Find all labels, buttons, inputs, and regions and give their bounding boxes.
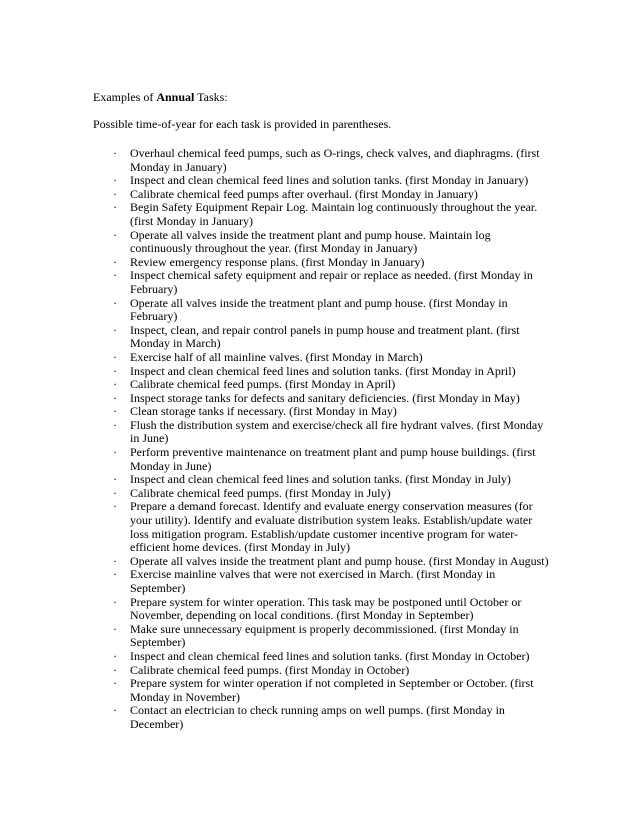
heading-suffix: Tasks: (194, 90, 228, 104)
task-text: Operate all valves inside the treatment plant and pump house. Maintain log continuously throughout the year. (first Monday in January) (130, 227, 491, 256)
task-item (93, 500, 553, 554)
task-text: Inspect chemical safety equipment and repair or replace as needed. (first Monday in February) (130, 268, 533, 296)
task-text: Inspect, clean, and repair control panels in pump house and treatment plant. (first Monday in March) (130, 322, 520, 351)
task-text: Perform preventive maintenance on treatment plant and pump house buildings. (first Monday in June) (130, 445, 536, 473)
task-text: Calibrate chemical feed pumps after overhaul. (first Monday in January) (130, 186, 478, 201)
task-text: Clean storage tanks if necessary. (first Monday in May) (130, 404, 397, 419)
task-item (93, 473, 553, 487)
task-item (93, 487, 553, 501)
task-item (93, 174, 553, 188)
task-item (93, 664, 553, 678)
bullet-dot-icon: · (113, 417, 117, 432)
task-text: Begin Safety Equipment Repair Log. Maintain log continuously throughout the year. (first Monday in January) (130, 200, 538, 228)
task-item (93, 392, 553, 406)
task-text: Calibrate chemical feed pumps. (first Monday in July) (130, 485, 391, 500)
bullet-dot-icon: · (113, 200, 117, 215)
bullet-dot-icon: · (113, 404, 117, 419)
bullet-dot-icon: · (113, 676, 117, 691)
task-item (93, 147, 553, 174)
heading-emphasis: Annual (156, 90, 195, 104)
bullet-dot-icon: · (113, 322, 117, 337)
bullet-dot-icon: · (113, 553, 117, 568)
task-text: Inspect storage tanks for defects and sanitary deficiencies. (first Monday in May) (130, 390, 520, 405)
task-item (93, 677, 553, 704)
bullet-dot-icon: · (113, 703, 117, 718)
task-item (93, 365, 553, 379)
bullet-dot-icon: · (113, 445, 117, 460)
task-item (93, 568, 553, 595)
task-text: Contact an electrician to check running amps on well pumps. (first Monday in December) (130, 703, 505, 731)
page-subheading: Possible time-of-year for each task is provided in parentheses. (93, 117, 392, 131)
task-text: Inspect and clean chemical feed lines and solution tanks. (first Monday in April) (130, 363, 516, 378)
page-heading (93, 91, 553, 105)
task-item (93, 623, 553, 650)
task-text: Prepare system for winter operation. This task may be postponed until October or November, depending on local conditions. (first Monday in September) (130, 594, 522, 623)
task-text: Review emergency response plans. (first Monday in January) (130, 254, 425, 269)
task-text: Inspect and clean chemical feed lines and solution tanks. (first Monday in October) (130, 648, 530, 663)
bullet-dot-icon: · (113, 377, 117, 392)
task-item (93, 297, 553, 324)
task-item (93, 555, 553, 569)
task-item (93, 419, 553, 446)
bullet-dot-icon: · (113, 594, 117, 609)
bullet-dot-icon: · (113, 254, 117, 269)
bullet-dot-icon: · (113, 472, 117, 487)
bullet-dot-icon: · (113, 173, 117, 188)
bullet-dot-icon: · (113, 295, 117, 310)
bullet-dot-icon: · (113, 485, 117, 500)
bullet-dot-icon: · (113, 499, 117, 514)
task-text: Overhaul chemical feed pumps, such as O-rings, check valves, and diaphragms. (first Monday in January) (130, 146, 540, 174)
task-item (93, 378, 553, 392)
bullet-dot-icon: · (113, 567, 117, 582)
task-item (93, 650, 553, 664)
bullet-dot-icon: · (113, 146, 117, 160)
task-text: Prepare a demand forecast. Identify and evaluate energy conservation measures (for your utility). Identify and evaluate distribution system leaks. Establish/update water loss mitigation program. Establish/update customer incentive program for water-efficient home devices. (first Monday in July) (130, 499, 533, 555)
task-text: Operate all valves inside the treatment plant and pump house. (first Monday in February) (130, 295, 508, 324)
task-item (93, 405, 553, 419)
task-item (93, 324, 553, 351)
task-item (93, 269, 553, 296)
bullet-dot-icon: · (113, 662, 117, 677)
task-item (93, 351, 553, 365)
bullet-dot-icon: · (113, 363, 117, 378)
task-text: Inspect and clean chemical feed lines and solution tanks. (first Monday in January) (130, 173, 529, 188)
task-text: Calibrate chemical feed pumps. (first Monday in April) (130, 377, 396, 392)
bullet-dot-icon: · (113, 390, 117, 405)
task-text: Prepare system for winter operation if not completed in September or October. (first Monday in November) (130, 676, 534, 704)
task-list (93, 147, 553, 732)
task-item (93, 704, 553, 731)
task-item (93, 188, 553, 202)
task-item (93, 596, 553, 623)
task-item (93, 256, 553, 270)
bullet-dot-icon: · (113, 621, 117, 636)
document-page (93, 91, 553, 732)
task-text: Exercise half of all mainline valves. (first Monday in March) (130, 349, 423, 364)
task-text: Operate all valves inside the treatment plant and pump house. (first Monday in August) (130, 553, 549, 568)
bullet-dot-icon: · (113, 227, 117, 242)
task-text: Flush the distribution system and exercise/check all fire hydrant valves. (first Monday in June) (130, 417, 544, 446)
task-item (93, 446, 553, 473)
task-item (93, 229, 553, 256)
task-text: Make sure unnecessary equipment is properly decommissioned. (first Monday in September) (130, 621, 519, 650)
bullet-dot-icon: · (113, 648, 117, 663)
bullet-dot-icon: · (113, 268, 117, 283)
task-text: Calibrate chemical feed pumps. (first Monday in October) (130, 662, 410, 677)
bullet-dot-icon: · (113, 349, 117, 364)
task-text: Exercise mainline valves that were not exercised in March. (first Monday in September) (130, 567, 496, 595)
task-text: Inspect and clean chemical feed lines and solution tanks. (first Monday in July) (130, 472, 511, 487)
task-item (93, 201, 553, 228)
bullet-dot-icon: · (113, 186, 117, 201)
heading-prefix: Examples of (93, 90, 157, 104)
